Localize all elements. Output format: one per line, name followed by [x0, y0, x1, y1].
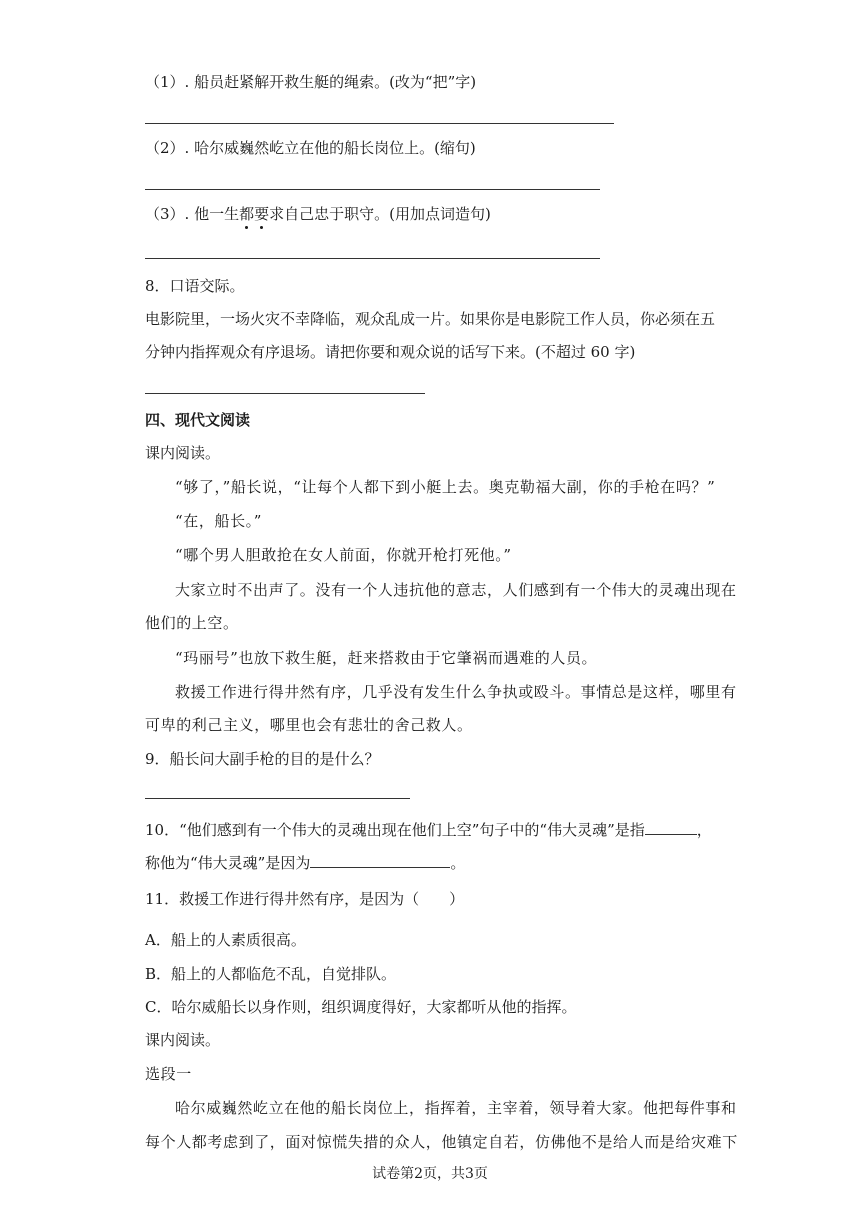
q8-title: 8．口语交际。: [145, 277, 245, 295]
passage-paragraph: “玛丽号”也放下救生艇，赶来搭救由于它肇祸而遇难的人员。: [175, 649, 598, 667]
passage-paragraph: 救援工作进行得井然有序，几乎没有发生什么争执或殴斗。事情总是这样，哪里有: [175, 683, 737, 701]
fill-in-blank[interactable]: [645, 818, 697, 835]
option-b[interactable]: B．船上的人都临危不乱，自觉排队。: [145, 965, 397, 983]
q10-line-1: [145, 818, 712, 840]
q10-text-b: 称他为“伟大灵魂”是因为: [145, 854, 311, 872]
passage-paragraph: 哈尔威巍然屹立在他的船长岗位上，指挥着，主宰着，领导着大家。他把每件事和: [175, 1099, 737, 1117]
option-c[interactable]: C．哈尔威船长以身作则，组织调度得好，大家都听从他的指挥。: [145, 998, 577, 1016]
q9-question: 9．船长问大副手枪的目的是什么？: [145, 750, 380, 768]
passage-paragraph-cont: 每个人都考虑到了，面对惊慌失措的众人，他镇定自若，仿佛他不是给人而是给灾难下: [145, 1133, 738, 1151]
q7-sentence-3: [145, 204, 491, 224]
fill-in-blank[interactable]: [310, 851, 450, 868]
q10-line-2: [145, 851, 465, 873]
section-heading: 四、现代文阅读: [145, 411, 251, 429]
answer-line[interactable]: [145, 189, 600, 190]
q8-body-line-1: 电影院里，一场火灾不幸降临，观众乱成一片。如果你是电影院工作人员，你必须在五: [145, 310, 716, 328]
emphasis-dot-char: 都: [239, 205, 255, 223]
q10-text-a: 10．“他们感到有一个伟大的灵魂出现在他们上空”句子中的“伟大灵魂”是指: [145, 821, 645, 839]
passage-paragraph: “哪个男人胆敢抢在女人前面，你就开枪打死他。”: [175, 546, 512, 564]
q7-s3-suffix: 求自己忠于职守。(用加点词造句): [269, 205, 491, 223]
answer-line[interactable]: [145, 258, 600, 259]
q10-text-b-end: 。: [450, 854, 466, 872]
excerpt-label: 选段一: [145, 1065, 192, 1083]
reading-label: 课内阅读。: [145, 444, 221, 462]
q7-s3-prefix: （3）. 他一生: [145, 205, 240, 223]
answer-line[interactable]: [145, 123, 614, 124]
passage-paragraph: 大家立时不出声了。没有一个人违抗他的意志，人们感到有一个伟大的灵魂出现在: [175, 581, 737, 599]
q7-sentence-1: （1）. 船员赶紧解开救生艇的绳索。(改为“把”字): [145, 73, 477, 91]
q10-text-a-end: ，: [696, 821, 712, 839]
answer-line[interactable]: [145, 798, 410, 799]
answer-line[interactable]: [145, 393, 425, 394]
reading-label: 课内阅读。: [145, 1031, 221, 1049]
passage-paragraph-cont: 可卑的利己主义，哪里也会有悲壮的舍己救人。: [145, 716, 473, 734]
q11-question: 11．救援工作进行得井然有序，是因为（ ）: [145, 890, 465, 908]
emphasis-dot-char: 要: [254, 205, 270, 223]
q8-body-line-2: 分钟内指挥观众有序退场。请把你要和观众说的话写下来。(不超过 60 字): [145, 343, 636, 361]
passage-paragraph-cont: 他们的上空。: [145, 614, 239, 632]
page-footer: 试卷第2页，共3页: [372, 1166, 488, 1182]
passage-paragraph: “在，船长。”: [175, 512, 263, 530]
q7-sentence-2: （2）. 哈尔威巍然屹立在他的船长岗位上。(缩句): [145, 139, 476, 157]
option-a[interactable]: A．船上的人素质很高。: [145, 931, 306, 949]
passage-paragraph: “够了，”船长说，“让每个人都下到小艇上去。奥克勒福大副，你的手枪在吗？”: [175, 478, 716, 496]
